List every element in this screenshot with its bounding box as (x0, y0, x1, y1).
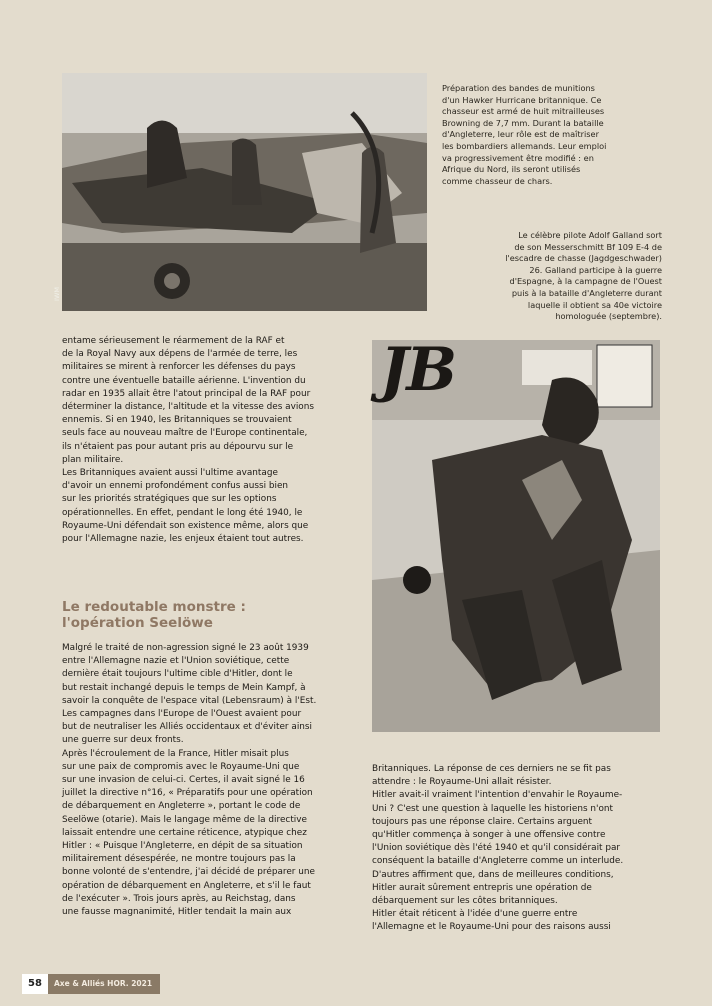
text-line: plan militaire. (62, 454, 124, 465)
text-line: de l'exécuter ». Trois jours après, au Reichstag, dans (62, 893, 296, 904)
text-line: ennemis. Si en 1940, les Britanniques se trouvaient (62, 415, 292, 426)
text-line: Les Britanniques avaient aussi l'ultime avantage (62, 468, 278, 479)
text-line: Hitler aurait sûrement entrepris une opération de (372, 882, 592, 893)
section-heading (62, 599, 354, 631)
page-number: 58 (22, 974, 48, 994)
text-line: Hitler : « Puisque l'Angleterre, en dépit de sa situation (62, 841, 303, 852)
text-line: toujours pas une réponse claire. Certains arguent (372, 816, 593, 827)
text-line: l'Allemagne et le Royaume-Uni pour des raisons aussi (372, 922, 611, 933)
text-line: une fausse magnanimité, Hitler tendait la main aux (62, 907, 292, 918)
text-line: attendre : le Royaume-Uni allait résister. (372, 777, 552, 788)
footer-bar: Axe & Alliés HOR. 2021 (48, 974, 160, 994)
text-line: conséquent la bataille d'Angleterre comme un interlude. (372, 856, 624, 867)
text-line: Hitler était réticent à l'idée d'une guerre entre (372, 909, 578, 920)
text-line: déterminer la distance, l'altitude et la vitesse des avions (62, 402, 314, 413)
text-line: qu'Hitler commença à songer à une offensive contre (372, 830, 606, 841)
text-line: laissait entendre une certaine réticence, atypique chez (62, 827, 307, 838)
caption-line: Browning de 7,7 mm. Durant la bataille (442, 117, 604, 128)
text-line: débarquement sur les côtes britanniques. (372, 896, 558, 907)
text-line: opération de débarquement en Angleterre, et s'il le faut (62, 880, 311, 891)
text-line: Malgré le traité de non-agression signé le 23 août 1939 (62, 643, 309, 653)
text-line: Seelöwe (otarie). Mais le langage même de la directive (62, 814, 307, 825)
text-line: seuls face au nouveau maître de l'Europe continentale, (62, 428, 308, 439)
caption-line: Le célèbre pilote Adolf Galland sort (518, 230, 662, 240)
text-line: d'avoir un ennemi profondément confus aussi bien (62, 481, 289, 492)
heading-line: Le redoutable monstre : (62, 599, 246, 615)
text-line: dernière était toujours l'ultime cible d'Hitler, dont le (62, 669, 293, 680)
text-line: l'Union soviétique dès l'été 1940 et qu'il considérait par (372, 843, 621, 854)
text-line: radar en 1935 allait être l'atout principal de la RAF pour (62, 388, 311, 399)
text-line: contre une éventuelle bataille aérienne. L'invention du (62, 375, 306, 386)
text-line: D'autres affirment que, dans de meilleures conditions, (372, 869, 614, 880)
text-line: bonne volonté de s'entendre, j'ai décidé de préparer une (62, 867, 315, 878)
text-line: Uni ? C'est une question à laquelle les historiens n'ont (372, 803, 613, 814)
text-line: opérationnelles. En effet, pendant le long été 1940, le (62, 507, 303, 518)
text-line: Hitler avait-il vraiment l'intention d'envahir le Royaume- (372, 790, 623, 801)
photo-credit: IWM (52, 287, 61, 301)
hurricane-photo (52, 73, 427, 311)
text-line: Britanniques. La réponse de ces derniers ne se fit pas (372, 764, 611, 774)
text-line: pour l'Allemagne nazie, les enjeux étaient tout autres. (62, 534, 304, 545)
caption-line: chasseur est armé de huit mitrailleuses (442, 106, 605, 117)
caption-line: puis à la bataille d'Angleterre durant (511, 287, 662, 298)
text-line: une guerre sur deux fronts. (62, 735, 184, 746)
caption-line: de son Messerschmitt Bf 109 E-4 de (514, 241, 662, 252)
heading-line: l'opération Seelöwe (62, 615, 213, 631)
hurricane-caption (442, 83, 657, 187)
magazine-cover-photo (372, 335, 660, 732)
galland-caption (440, 230, 662, 323)
caption-line: laquelle il obtient sa 40e victoire (527, 299, 662, 310)
text-line: ils n'étaient pas pour autant pris au dépourvu sur le (62, 441, 294, 452)
caption-line: 26. Galland participe à la guerre (529, 264, 662, 275)
text-line: Royaume-Uni défendait son existence même, alors que (62, 520, 309, 531)
page-footer (0, 974, 712, 994)
caption-line: les bombardiers allemands. Leur emploi (442, 140, 607, 151)
text-line: de la Royal Navy aux dépens de l'armée de terre, les (62, 349, 298, 360)
caption-line: d'un Hawker Hurricane britannique. Ce (442, 94, 602, 105)
caption-line: l'escadre de chasse (Jagdgeschwader) (505, 253, 662, 264)
text-line: entame sérieusement le réarmement de la RAF et (62, 336, 285, 346)
text-line: Après l'écroulement de la France, Hitler misait plus (62, 748, 289, 759)
caption-line: d'Espagne, à la campagne de l'Ouest (509, 276, 662, 287)
text-line: militaires se mirent à renforcer les défenses du pays (62, 362, 296, 373)
caption-line: va progressivement être modifié : en (442, 152, 594, 163)
magazine-masthead: JB (380, 335, 456, 405)
column1-bottom-text (62, 642, 354, 919)
text-line: de débarquement en Angleterre », portant le code de (62, 801, 301, 812)
caption-line: d'Angleterre, leur rôle est de maîtriser (442, 129, 599, 140)
column1-top-text (62, 335, 354, 546)
text-line: Les campagnes dans l'Europe de l'Ouest avaient pour (62, 709, 302, 720)
text-line: militairement désespérée, ne montre toujours pas la (62, 854, 296, 865)
text-line: but de neutraliser les Alliés occidentaux et d'éviter ainsi (62, 722, 313, 733)
caption-line: homologuée (septembre). (555, 311, 662, 322)
caption-line: Afrique du Nord, ils seront utilisés (442, 164, 581, 175)
caption-line: Préparation des bandes de munitions (442, 83, 595, 93)
column2-bottom-text (372, 763, 664, 935)
hurricane-photo-illustration (62, 73, 427, 311)
text-line: sur une paix de compromis avec le Royaume-Uni que (62, 761, 300, 772)
text-line: entre l'Allemagne nazie et l'Union soviétique, cette (62, 656, 290, 667)
caption-line: comme chasseur de chars. (442, 175, 553, 186)
text-line: sur les priorités stratégiques que sur les options (62, 494, 277, 505)
text-line: but restait inchangé depuis le temps de Mein Kampf, à (62, 682, 306, 693)
text-line: juillet la directive n°16, « Préparatifs pour une opération (62, 788, 313, 799)
text-line: savoir la conquête de l'espace vital (Lebensraum) à l'Est. (62, 695, 317, 706)
text-line: sur une invasion de celui-ci. Certes, il avait signé le 16 (62, 775, 305, 786)
